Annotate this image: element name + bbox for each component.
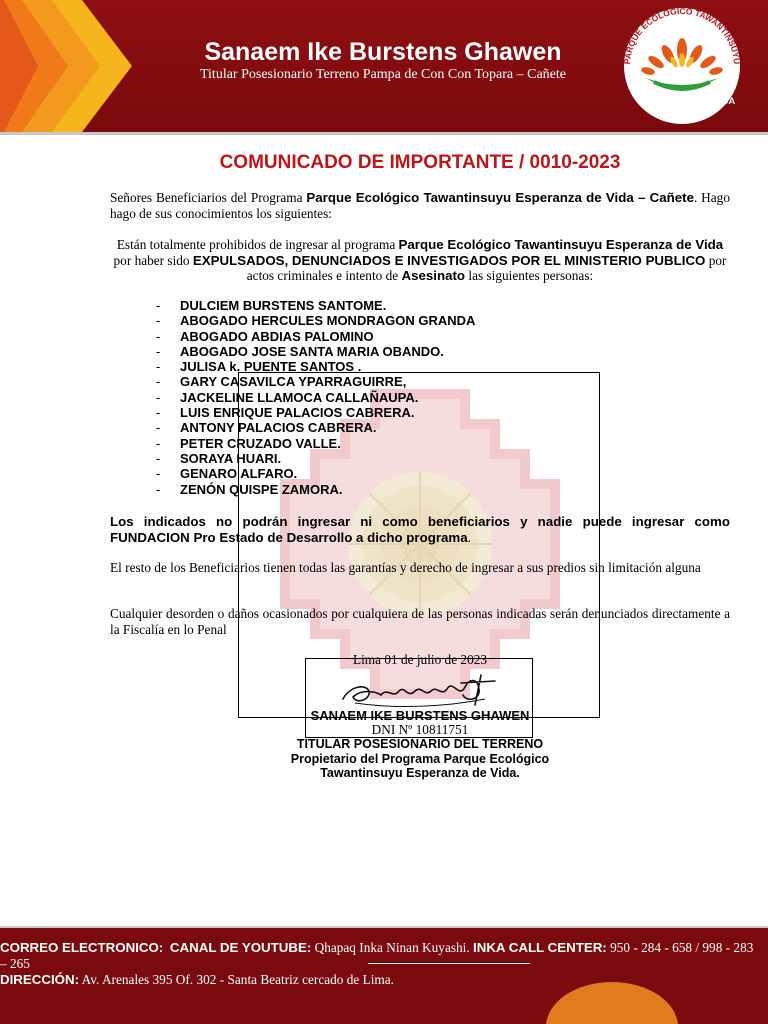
footer-orb-decoration: [546, 982, 678, 1024]
prohibition-status: EXPULSADOS, DENUNCIADOS E INVESTIGADOS POR EL MINISTERIO PUBLICO: [192, 252, 706, 268]
person-name: GARY CASAVILCA YPARRAGUIRRE,: [180, 374, 407, 390]
list-marker: -: [156, 466, 161, 482]
list-item: [156, 329, 475, 344]
disorder-paragraph: Cualquier desorden o daños ocasionados por cualquiera de las personas indicadas serán denunciados directamente a la Fiscalía en lo Penal: [110, 606, 730, 637]
handwritten-signature-icon: [335, 669, 505, 711]
footer-email-label: CORREO ELECTRONICO:: [0, 940, 164, 955]
header-banner: [0, 0, 768, 132]
warning-text: Los indicados no podrán ingresar ni como beneficiarios y nadie puede ingresar como FUNDACION Pro Estado de Desarrollo a dicho programa: [110, 514, 730, 545]
list-marker: -: [156, 359, 161, 375]
prohibition-text-2: por haber sido: [113, 252, 193, 268]
list-item: [156, 436, 475, 451]
list-item: [156, 466, 475, 481]
prohibition-crime: Asesinato: [401, 268, 466, 283]
logo-arc-text: PARQUE ECOLOGICO TAWANTINSUYU: [621, 5, 743, 65]
person-name: PETER CRUZADO VALLE.: [180, 435, 341, 451]
header-divider: [0, 132, 768, 135]
list-item: [156, 374, 475, 389]
footer-banner: [0, 926, 768, 1024]
signature-block: [230, 652, 610, 781]
signer-role-1: TITULAR POSESIONARIO DEL TERRENO: [296, 737, 544, 751]
prohibition-text-1: Están totalmente prohibidos de ingresar al programa: [116, 237, 399, 252]
footer-callcenter-value: 950 - 284 - 658 / 998 - 283 – 265: [0, 940, 754, 971]
footer-youtube-label: CANAL DE YOUTUBE:: [169, 940, 312, 955]
list-item: [156, 390, 475, 405]
person-name: LUIS ENRIQUE PALACIOS CABRERA.: [180, 405, 415, 421]
person-name: JULISA k. PUENTE SANTOS .: [180, 359, 362, 375]
list-marker: -: [156, 374, 161, 390]
person-name: ZENÓN QUISPE ZAMORA.: [180, 481, 343, 497]
list-marker: -: [156, 389, 161, 405]
intro-text-2: . Hago hago de sus conocimientos los siguientes:: [110, 190, 730, 221]
list-item: [156, 359, 475, 374]
expelled-persons-list: [156, 298, 475, 497]
person-name: ANTONY PALACIOS CABRERA.: [180, 420, 377, 436]
footer-link-underline: [368, 963, 530, 964]
intro-program-name: Parque Ecológico Tawantinsuyu Esperanza de Vida – Cañete: [306, 190, 694, 205]
footer-callcenter-label: INKA CALL CENTER:: [473, 940, 607, 955]
person-name: DULCIEM BURSTENS SANTOME.: [180, 298, 387, 313]
list-item: [156, 451, 475, 466]
person-name: ABOGADO HERCULES MONDRAGON GRANDA: [180, 313, 476, 329]
footer-contact-text: [0, 940, 760, 988]
list-marker: -: [156, 343, 161, 359]
warning-end: .: [467, 529, 471, 545]
footer-divider: [0, 926, 768, 928]
list-marker: -: [156, 450, 161, 466]
prohibition-text-4: las siguientes personas:: [465, 268, 594, 283]
footer-address-value: Av. Arenales 395 Of. 302 - Santa Beatriz cercado de Lima.: [81, 972, 394, 987]
signer-role-2: Propietario del Programa Parque Ecológico: [290, 751, 550, 766]
list-marker: -: [156, 420, 161, 436]
intro-paragraph: [110, 190, 730, 221]
signer-role-3: Tawantinsuyu Esperanza de Vida.: [320, 766, 520, 780]
prohibition-text-3: por actos criminales e intento de: [246, 252, 727, 283]
list-marker: -: [156, 435, 161, 451]
document-title: COMUNICADO DE IMPORTANTE / 0010-2023: [219, 152, 621, 173]
rest-paragraph: El resto de los Beneficiarios tienen todas las garantías y derecho de ingresar a sus predios sin limitación alguna: [110, 560, 701, 575]
chevron-decoration-icon: [0, 0, 140, 132]
header-name: Sanaem Ike Burstens Ghawen: [204, 38, 562, 66]
logo-caption: ESPERANZA DE VIDA: [638, 96, 735, 107]
intro-text-1: Señores Beneficiarios del Programa: [110, 190, 307, 205]
signer-dni: DNI Nº 10811751: [371, 722, 469, 737]
list-marker: -: [156, 298, 161, 313]
list-marker: -: [156, 405, 161, 421]
signer-name: SANAEM IKE BURSTENS GHAWEN: [310, 708, 530, 723]
person-name: ABOGADO ABDIAS PALOMINO: [180, 328, 374, 344]
list-marker: -: [156, 328, 161, 344]
header-subtitle: Titular Posesionario Terreno Pampa de Con Con Topara – Cañete: [199, 67, 566, 82]
prohibition-paragraph: [110, 237, 730, 284]
list-marker: -: [156, 481, 161, 497]
list-item: [156, 420, 475, 435]
warning-paragraph: [110, 514, 730, 545]
person-name: GENARO ALFARO.: [180, 466, 298, 482]
list-item: [156, 344, 475, 359]
list-item: [156, 405, 475, 420]
list-item: [156, 298, 475, 313]
person-name: SORAYA HUARI.: [180, 450, 282, 466]
footer-address-label: DIRECCIÓN:: [0, 972, 80, 987]
prohibition-program-name: Parque Ecológico Tawantinsuyu Esperanza de Vida: [398, 237, 724, 252]
list-marker: -: [156, 313, 161, 329]
footer-youtube-link[interactable]: Qhapaq Inka Ninan Kuyashi.: [314, 940, 470, 955]
list-item: [156, 313, 475, 328]
person-name: ABOGADO JOSE SANTA MARIA OBANDO.: [180, 343, 444, 359]
list-item: [156, 482, 475, 497]
signature-date: Lima 01 de julio de 2023: [352, 652, 488, 667]
person-name: JACKELINE LLAMOCA CALLAÑAUPA.: [180, 389, 419, 405]
